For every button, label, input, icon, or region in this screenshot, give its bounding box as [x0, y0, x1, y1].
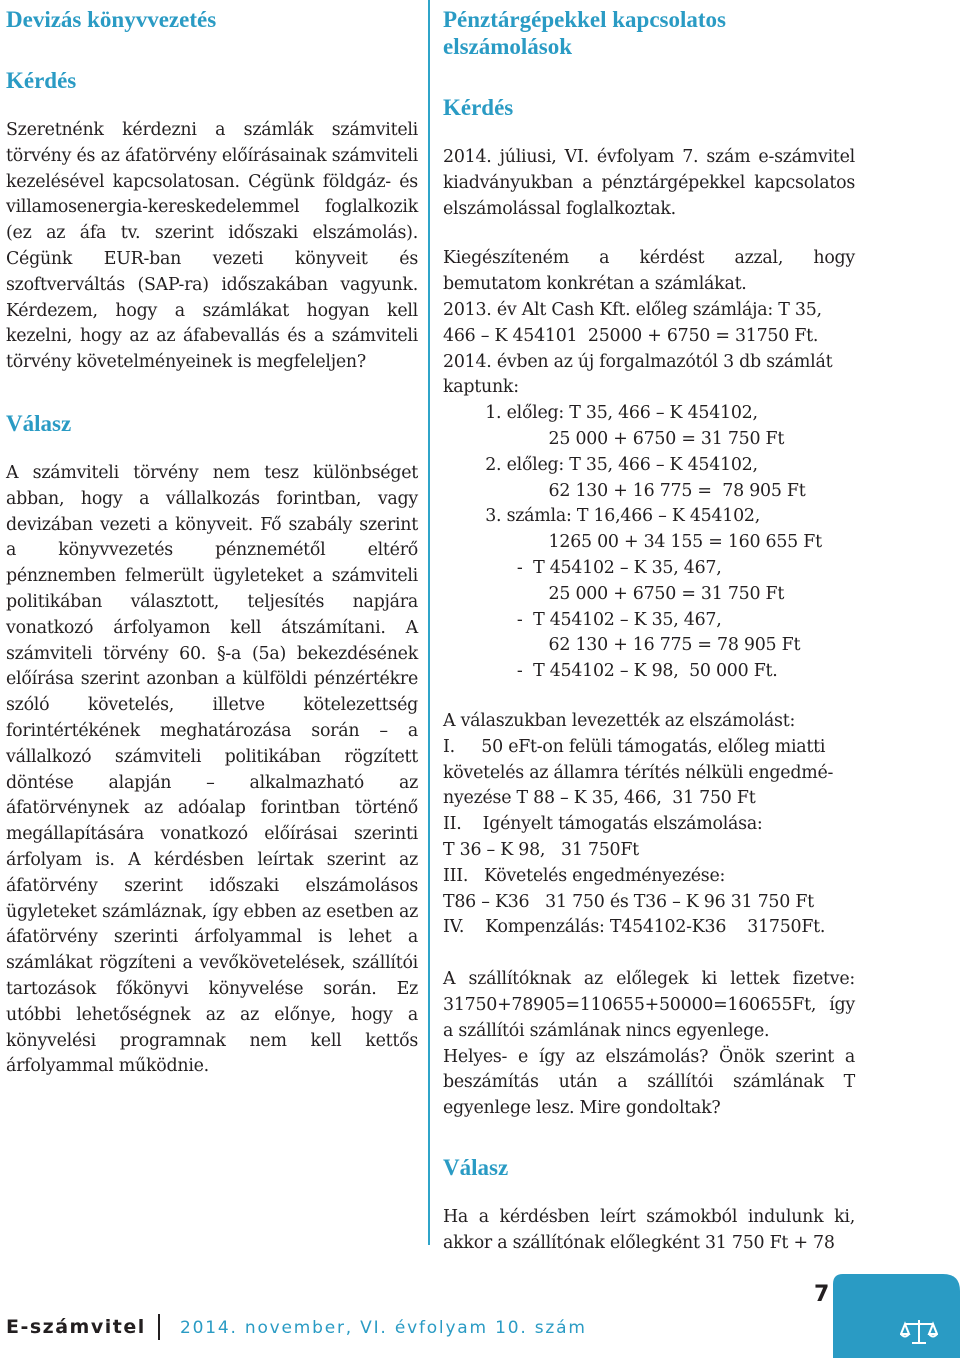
invoice-line: 466 – K 454101 25000 + 6750 = 31750 Ft. [443, 325, 819, 346]
answer-heading: Válasz [6, 410, 72, 436]
settlement-line: IV. Kompenzálás: T454102-K36 31750Ft. [443, 917, 826, 938]
question-intro: 2014. júliusi, VI. évfolyam 7. szám e-számvitel kiadványukban a pénztárgépekkel kapcsolatos elszámolással foglalkoztak. [443, 147, 855, 219]
column-divider [428, 0, 430, 1245]
invoice-line: - T 454102 – K 98, 50 000 Ft. [443, 661, 778, 682]
settlement-items [443, 735, 855, 941]
invoice-line: 25 000 + 6750 = 31 750 Ft [443, 583, 785, 604]
question-text: Szeretnénk kérdezni a számlák számviteli törvény és az áfatörvény előírásainak számviteli kezelésével kapcsolatosan. Cégünk földgáz- és villamosenergia-kereskedelemmel foglalkozik (ez az áfa tv. szerint időszaki elszámolás). Cégünk EUR-ban vezeti könyveit és szoftverváltás (SAP-ra) időszakában vagyunk. Kérdezem, hogy a számlákat hogyan kell kezelni, hogy az az áfabevallás és a számviteli törvény követelményeinek is megfeleljen? [6, 120, 418, 373]
scales-of-justice-icon [900, 1318, 938, 1346]
invoice-line: 25 000 + 6750 = 31 750 Ft [443, 428, 785, 449]
settlement-line: T86 – K36 31 750 és T36 – K 96 31 750 Ft [443, 891, 814, 912]
left-column [6, 0, 418, 1080]
answer-text: Ha a kérdésben leírt számokból indulunk ki, akkor a szállítónak előlegként 31 750 Ft + 78 [443, 1206, 855, 1253]
issue-info: 2014. november, VI. évfolyam 10. szám [180, 1318, 587, 1338]
article-title: Pénztárgépekkel kapcsolatos elszámolások [443, 7, 727, 59]
closing-question: Helyes- e így az elszámolás? Önök szerint a beszámítás után a szállítói számlának T egyenlege lesz. Mire gondoltak? [443, 1046, 855, 1119]
answer-text: A számviteli törvény nem tesz különbséget abban, hogy a vállalkozás forintban, vagy devizában vezeti a könyveit. Fő szabály szerint a könyvvezetés pénznemétől eltérő pénznemben felmerült ügyleteket a számviteli politikában választott, teljesítés napjára vonatkozó árfolyamon kell átszámítani. A számviteli törvény 60. §-a (5a) bekezdésének előírása szerint azonban a külföldi pénzértékre szóló követelés, illetve kötelezettség forintértékének meghatározása során – a vállalkozó számviteli politikában rögzített döntése alapján – alkalmazható az áfatörvénynek az adóalap forintban történő megállapítására vonatkozó előírásai szerinti árfolyam is. A kérdésben leírtak szerint az áfatörvény szerint időszaki elszámolásos ügyleteket számláznak, így ebben az esetben az áfatörvény szerinti árfolyammal is lehet a számlákat rögzíteni a vevőkövetelések, szállítói tartozások főkönyvi könyvelése során. Ez utóbbi lehetőségnek az az előnye, hogy a könyvelési programnak nem kell kettős árfolyammal működnie. [6, 462, 418, 1077]
settlement-line: nyezése T 88 – K 35, 466, 31 750 Ft [443, 788, 756, 809]
question-heading: Kérdés [6, 68, 77, 93]
invoice-line: 3. számla: T 16,466 – K 454102, [443, 506, 761, 527]
answer-intro: A válaszukban levezették az elszámolást: [443, 710, 796, 731]
invoice-line: - T 454102 – K 35, 467, [443, 557, 722, 578]
invoice-line: 62 130 + 16 775 = 78 905 Ft [443, 635, 801, 656]
invoice-line: 1265 00 + 34 155 = 160 655 Ft [443, 532, 822, 553]
invoice-line: 2013. év Alt Cash Kft. előleg számlája: T 35, [443, 299, 822, 320]
invoice-line: 2. előleg: T 35, 466 – K 454102, [443, 454, 758, 475]
invoice-lines [443, 298, 855, 685]
settlement-line: III. Követelés engedményezése: [443, 865, 726, 886]
settlement-line: T 36 – K 98, 31 750Ft [443, 839, 639, 860]
article-title: Devizás könyvvezetés [6, 7, 217, 32]
publication-brand: E-számvitel [6, 1316, 146, 1338]
invoice-line: 2014. évben az új forgalmazótól 3 db számlát [443, 351, 833, 372]
question-supplement: Kiegészíteném a kérdést azzal, hogy bemutatom konkrétan a számlákat. [443, 248, 855, 295]
invoice-line: kaptunk: [443, 377, 519, 398]
answer-heading: Válasz [443, 1154, 509, 1180]
closing-paragraph: A szállítóknak az előlegek ki lettek fizetve: 31750+78905=110655+50000=160655Ft, így a szállítói számlának nincs egyenlege. [443, 969, 855, 1041]
settlement-line: I. 50 eFt-on felüli támogatás, előleg miatti [443, 736, 826, 757]
right-column [443, 0, 855, 1256]
page-footer [0, 1282, 960, 1358]
invoice-line: 62 130 + 16 775 = 78 905 Ft [443, 480, 806, 501]
page-number: 7 [814, 1282, 830, 1307]
footer-divider [158, 1314, 160, 1340]
settlement-line: követelés az államra térítés nélküli engedmé- [443, 762, 834, 783]
invoice-line: 1. előleg: T 35, 466 – K 454102, [443, 403, 758, 424]
invoice-line: - T 454102 – K 35, 467, [443, 609, 722, 630]
question-heading: Kérdés [443, 95, 514, 120]
settlement-line: II. Igényelt támogatás elszámolása: [443, 814, 763, 835]
